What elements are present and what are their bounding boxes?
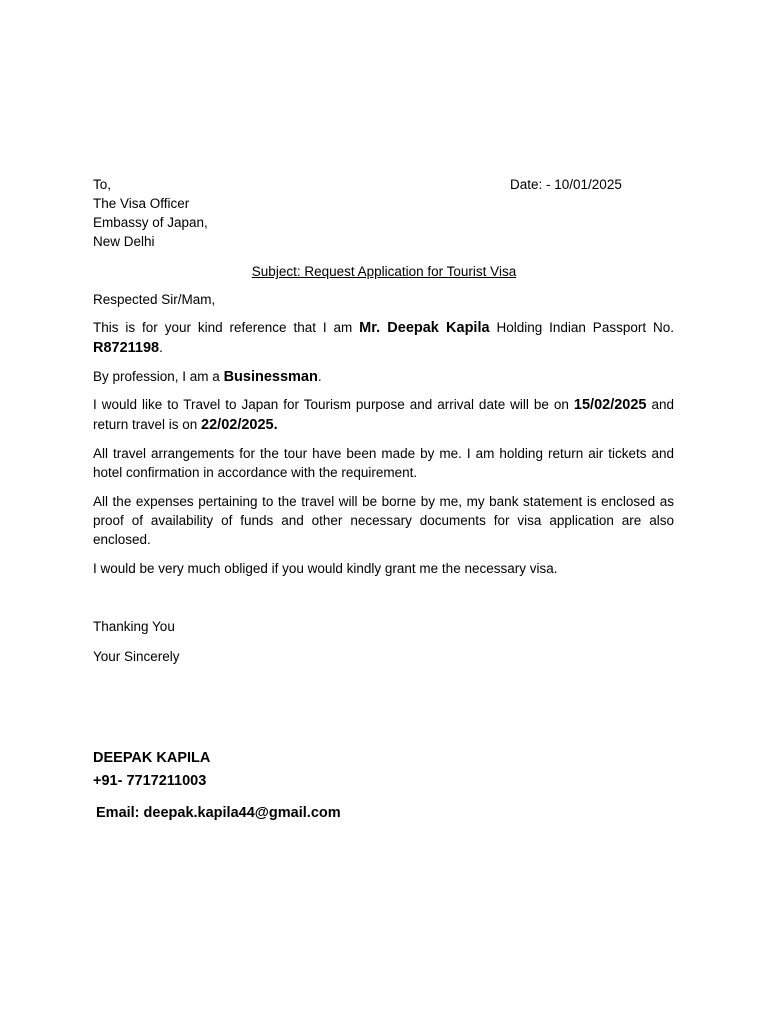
- passport-number: R8721198: [93, 340, 160, 356]
- para2-pre: By profession, I am a: [93, 369, 224, 384]
- para3-mid: and return travel is on: [93, 397, 674, 432]
- recipient-line-2: Embassy of Japan,: [93, 215, 208, 230]
- paragraph-expenses: All the expenses pertaining to the travel will be borne by me, my bank statement is enclosed as proof of availability of funds and other necessary documents for visa application are also enclosed.: [93, 494, 674, 547]
- para2-post: .: [317, 369, 322, 384]
- arrival-date: 15/02/2025: [573, 397, 647, 413]
- recipient-line-1: The Visa Officer: [93, 196, 190, 211]
- para3-pre: I would like to Travel to Japan for Tourism purpose and arrival date will be on: [93, 397, 574, 412]
- para1-pre: This is for your kind reference that I am: [93, 320, 360, 335]
- paragraph-travel-dates: [93, 395, 674, 435]
- salutation: Respected Sir/Mam,: [93, 292, 216, 307]
- signature-email: Email: deepak.kapila44@gmail.com: [96, 805, 341, 821]
- return-date: 22/02/2025.: [201, 417, 278, 433]
- closing-sincerely: Your Sincerely: [93, 649, 180, 664]
- paragraph-reference: [93, 318, 674, 358]
- para1-mid: Holding Indian Passport No.: [489, 320, 674, 335]
- paragraph-request: I would be very much obliged if you would kindly grant me the necessary visa.: [93, 561, 558, 576]
- recipient-line-3: New Delhi: [93, 234, 155, 249]
- applicant-name: Mr. Deepak Kapila: [359, 320, 490, 336]
- letter-date: Date: - 10/01/2025: [510, 177, 622, 192]
- profession: Businessman: [223, 369, 318, 385]
- letter-subject: Subject: Request Application for Tourist Visa: [251, 264, 517, 279]
- signature-name: DEEPAK KAPILA: [93, 750, 211, 766]
- signature-phone: +91- 7717211003: [93, 773, 207, 789]
- paragraph-profession: [93, 367, 674, 387]
- closing-thanks: Thanking You: [93, 619, 175, 634]
- para1-post: .: [159, 340, 163, 355]
- paragraph-arrangements: All travel arrangements for the tour have been made by me. I am holding return air tickets and hotel confirmation in accordance with the requirement.: [93, 446, 674, 480]
- recipient-to: To,: [93, 177, 112, 192]
